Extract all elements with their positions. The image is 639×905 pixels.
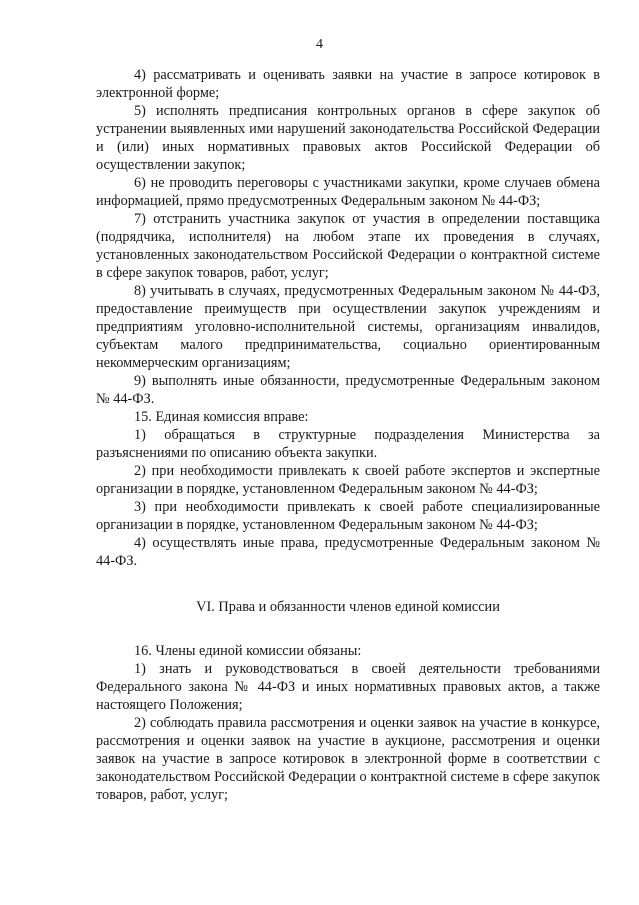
paragraph-clause-14-6: 6) не проводить переговоры с участниками закупки, кроме случаев обмена информацией, прямо предусмотренных Федеральным законом № 44-ФЗ; bbox=[96, 175, 600, 209]
paragraph-clause-15-4: 4) осуществлять иные права, предусмотренные Федеральным законом № 44-ФЗ. bbox=[96, 535, 600, 569]
paragraph-clause-14-7: 7) отстранить участника закупок от участия в определении поставщика (подрядчика, исполнителя) на любом этапе их проведения в случаях, установленных законодательством Российской Федерации о контрактной системе в сфере закупок товаров, работ, услуг; bbox=[96, 211, 600, 281]
page-number: 4 bbox=[316, 37, 323, 52]
section-heading: VI. Права и обязанности членов единой комиссии bbox=[196, 599, 500, 615]
paragraph-clause-15: 15. Единая комиссия вправе: bbox=[134, 409, 309, 425]
paragraph-clause-14-4: 4) рассматривать и оценивать заявки на участие в запросе котировок в электронной форме; bbox=[96, 67, 600, 101]
document-body bbox=[96, 66, 600, 804]
paragraph-clause-16: 16. Члены единой комиссии обязаны: bbox=[134, 643, 362, 659]
paragraph-clause-15-2: 2) при необходимости привлекать к своей работе экспертов и экспертные организации в порядке, установленном Федеральным законом № 44-ФЗ; bbox=[96, 463, 600, 497]
paragraph-clause-16-1: 1) знать и руководствоваться в своей деятельности требованиями Федерального закона № 44-ФЗ и иных нормативных правовых актов, а также настоящего Положения; bbox=[96, 661, 600, 713]
paragraph-clause-15-3: 3) при необходимости привлекать к своей работе специализированные организации в порядке, установленном Федеральным законом № 44-ФЗ; bbox=[96, 499, 600, 533]
paragraph-clause-14-5: 5) исполнять предписания контрольных органов в сфере закупок об устранении выявленных ими нарушений законодательства Российской Федерации и (или) иных нормативных правовых актов Российской Федерации об осуществлении закупок; bbox=[96, 103, 600, 173]
paragraph-clause-14-9: 9) выполнять иные обязанности, предусмотренные Федеральным законом № 44-ФЗ. bbox=[96, 373, 600, 407]
paragraph-clause-15-1: 1) обращаться в структурные подразделения Министерства за разъяснениями по описанию объекта закупки. bbox=[96, 427, 600, 461]
paragraph-clause-16-2: 2) соблюдать правила рассмотрения и оценки заявок на участие в конкурсе, рассмотрения и оценки заявок на участие в аукционе, рассмотрения и оценки заявок на участие в запросе котировок в электронной форме в соответствии с законодательством Российской Федерации о контрактной системе в сфере закупок товаров, работ, услуг; bbox=[96, 715, 600, 803]
paragraph-clause-14-8: 8) учитывать в случаях, предусмотренных Федеральным законом № 44-ФЗ, предоставление преимуществ при осуществлении закупок учреждениям и предприятиям уголовно-исполнительной системы, организациям инвалидов, субъектам малого предпринимательства, социально ориентированным некоммерческим организациям; bbox=[96, 283, 600, 371]
